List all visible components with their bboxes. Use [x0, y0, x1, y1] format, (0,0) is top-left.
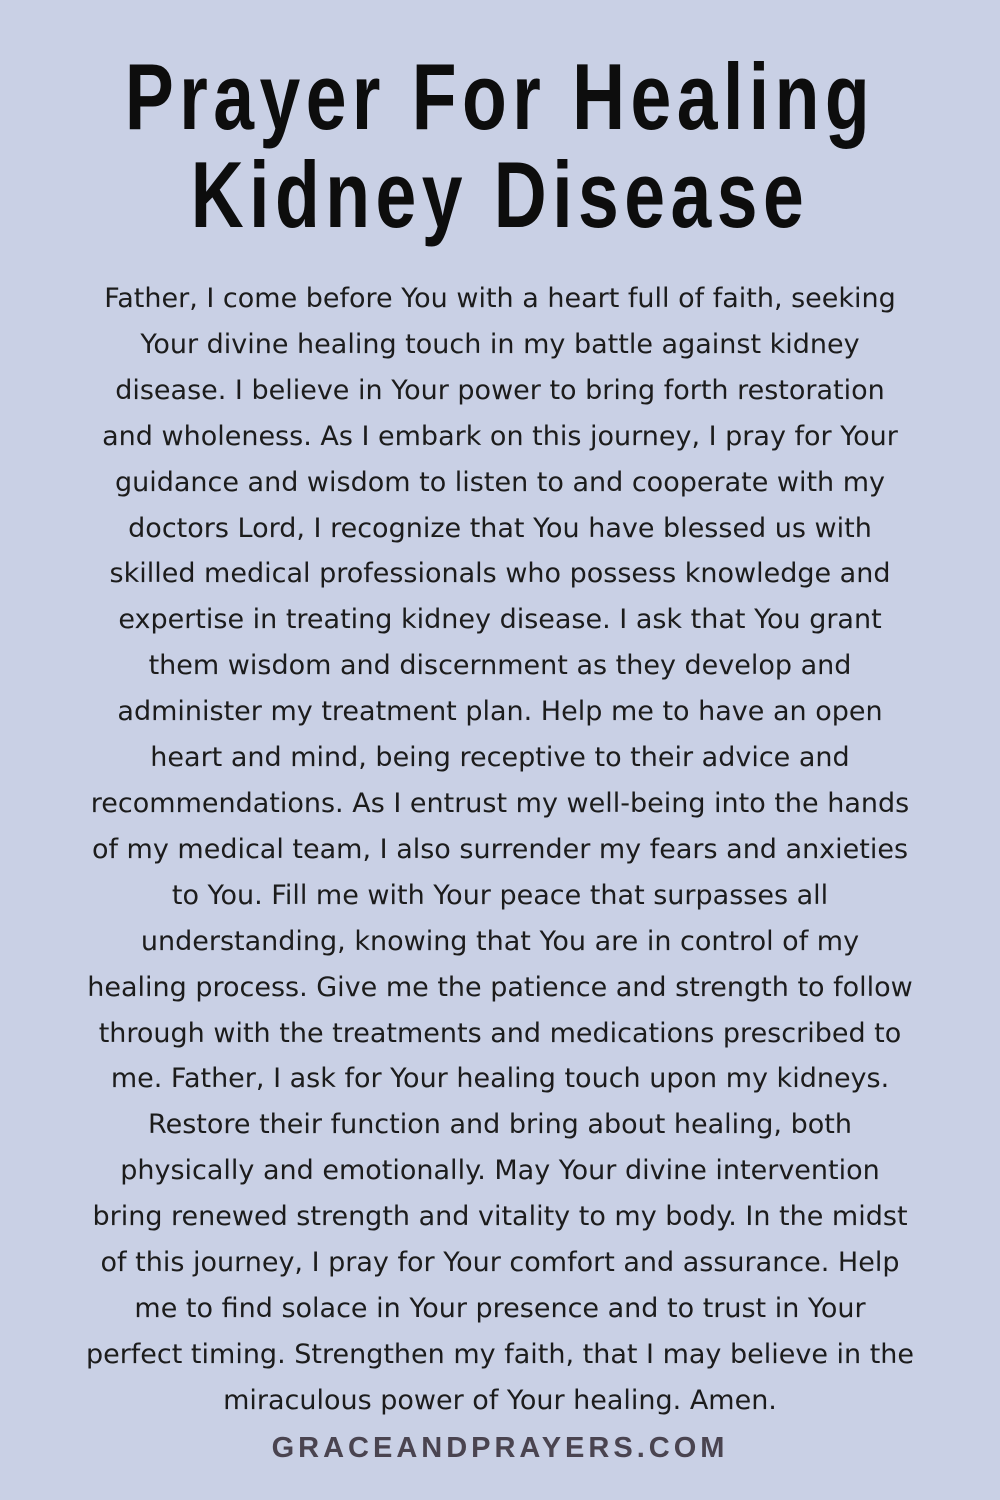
prayer-line: them wisdom and discernment as they develop and	[148, 650, 852, 682]
prayer-line: perfect timing. Strengthen my faith, that I may believe in the	[85, 1338, 915, 1370]
page-title	[0, 44, 1000, 247]
prayer-line: Father, I come before You with a heart full of faith, seeking	[104, 283, 896, 314]
prayer-line: recommendations. As I entrust my well-being into the hands	[90, 787, 910, 819]
prayer-line: physically and emotionally. May Your divine intervention	[120, 1155, 880, 1187]
prayer-line: administer my treatment plan. Help me to have an open	[117, 696, 883, 728]
prayer-line: of my medical team, I also surrender my fears and anxieties	[91, 833, 909, 865]
prayer-line: me to find solace in Your presence and to trust in Your	[134, 1292, 866, 1324]
prayer-text	[50, 276, 950, 1424]
prayer-line: Your divine healing touch in my battle against kidney	[140, 328, 860, 360]
prayer-line: Restore their function and bring about healing, both	[148, 1109, 852, 1141]
prayer-line: to You. Fill me with Your peace that surpasses all	[171, 879, 829, 911]
site-footer: GRACEANDPRAYERS.COM	[271, 1432, 729, 1464]
title-line-2: Kidney Disease	[190, 142, 810, 247]
prayer-line: miraculous power of Your healing. Amen.	[223, 1384, 777, 1416]
prayer-line: understanding, knowing that You are in control of my	[140, 925, 860, 957]
prayer-line: expertise in treating kidney disease. I ask that You grant	[118, 604, 882, 636]
prayer-line: skilled medical professionals who possess knowledge and	[109, 558, 891, 590]
prayer-line: bring renewed strength and vitality to my body. In the midst	[92, 1201, 908, 1233]
prayer-line: heart and mind, being receptive to their advice and	[150, 742, 850, 774]
title-line-1: Prayer For Healing	[124, 44, 876, 149]
prayer-line: of this journey, I pray for Your comfort and assurance. Help	[100, 1247, 900, 1279]
prayer-line: guidance and wisdom to listen to and cooperate with my	[114, 466, 886, 498]
prayer-line: and wholeness. As I embark on this journey, I pray for Your	[102, 420, 898, 452]
prayer-line: doctors Lord, I recognize that You have blessed us with	[128, 512, 872, 544]
prayer-line: through with the treatments and medications prescribed to	[98, 1017, 902, 1049]
prayer-line: healing process. Give me the patience and strength to follow	[87, 971, 913, 1003]
prayer-line: me. Father, I ask for Your healing touch upon my kidneys.	[110, 1063, 890, 1095]
prayer-line: disease. I believe in Your power to bring forth restoration	[115, 374, 885, 406]
